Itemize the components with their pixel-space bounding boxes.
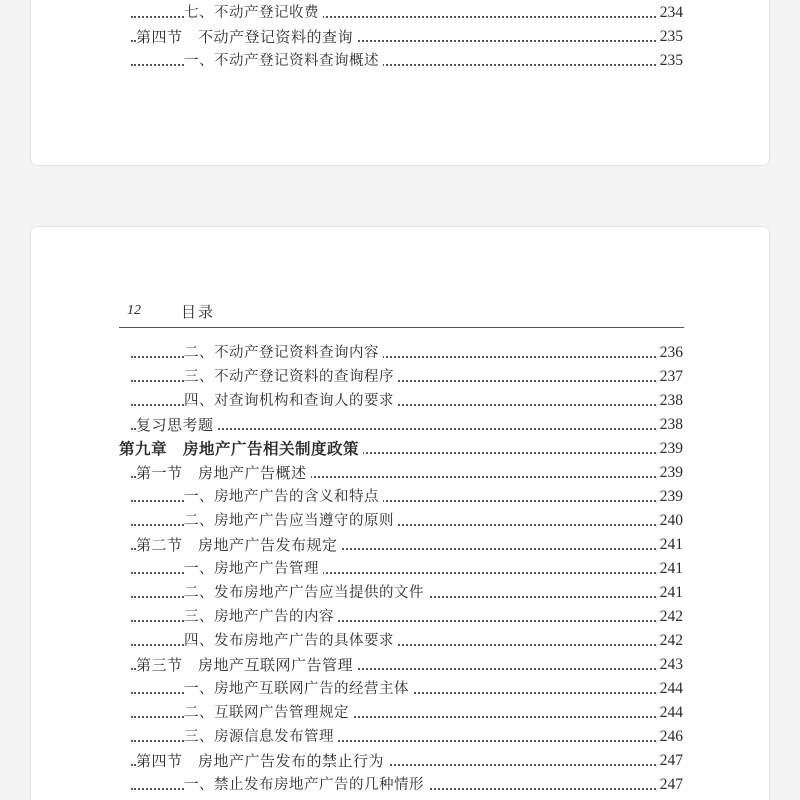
toc-entry-item [31, 485, 770, 509]
toc-entry-label: 二、不动产登记资料查询内容 [184, 341, 383, 365]
toc-entry-label: 三、房地产广告的内容 [184, 605, 338, 629]
toc-entry-page-number: 238 [656, 389, 683, 413]
toc-entry-label: 二、互联网广告管理规定 [184, 701, 353, 725]
toc-entry-label: 第三节 房地产互联网广告管理 [136, 653, 357, 677]
toc-entry-label: 一、房地产广告的含义和特点 [184, 485, 383, 509]
toc-entry-page-number: 236 [656, 341, 683, 365]
toc-entry-item [31, 629, 770, 653]
toc-entry-label: 一、房地产互联网广告的经营主体 [184, 677, 413, 701]
toc-entry-label: 七、不动产登记收费 [184, 1, 323, 25]
toc-entry-item [31, 605, 770, 629]
toc-entry-label: 第二节 房地产广告发布规定 [136, 533, 342, 557]
toc-entry-review [31, 413, 770, 437]
toc-entry-page-number: 241 [656, 581, 683, 605]
toc-entry-label: 第四节 房地产广告发布的禁止行为 [136, 749, 388, 773]
toc-entry-item [31, 773, 770, 797]
toc-entry-page-number: 238 [656, 413, 683, 437]
toc-entry-section [31, 25, 770, 49]
running-head-title: 目录 [181, 303, 216, 321]
toc-entry-page-number: 237 [656, 365, 683, 389]
toc-entry-section [31, 653, 770, 677]
toc-entry-chapter [31, 437, 770, 461]
toc-entry-page-number: 235 [656, 25, 683, 49]
running-head [119, 301, 684, 328]
toc-entry-item [31, 581, 770, 605]
toc-entry-label: 第四节 不动产登记资料的查询 [136, 25, 357, 49]
toc-entry-item [31, 557, 770, 581]
toc-entry-label: 四、发布房地产广告的具体要求 [184, 629, 398, 653]
toc-entry-page-number: 239 [656, 485, 683, 509]
toc-entry-label: 第一节 房地产广告概述 [136, 461, 311, 485]
toc-entry-label: 一、不动产登记资料查询概述 [184, 49, 383, 73]
toc-entry-item [31, 677, 770, 701]
toc-entry-item [31, 701, 770, 725]
toc-entry-section [31, 461, 770, 485]
toc-entry-page-number: 246 [656, 725, 683, 749]
toc-entry-label: 二、发布房地产广告应当提供的文件 [184, 581, 428, 605]
toc-entry-label: 三、不动产登记资料的查询程序 [184, 365, 398, 389]
toc-entry-label: 三、房源信息发布管理 [184, 725, 338, 749]
toc-entry-label: 复习思考题 [136, 413, 218, 437]
toc-entry-page-number: 242 [656, 629, 683, 653]
toc-entry-page-number: 240 [656, 509, 683, 533]
toc-entry-page-number: 235 [656, 49, 683, 73]
toc-entry-item [31, 509, 770, 533]
toc-entry-label: 第九章 房地产广告相关制度政策 [119, 437, 363, 461]
toc-entry-label: 二、房地产广告应当遵守的原则 [184, 509, 398, 533]
toc-entry-page-number: 241 [656, 557, 683, 581]
toc-entry-item [31, 341, 770, 365]
toc-entry-item [31, 389, 770, 413]
toc-entry-page-number: 239 [656, 461, 683, 485]
toc-entry-page-number: 242 [656, 605, 683, 629]
toc-entry-page-number: 243 [656, 653, 683, 677]
toc-entry-section [31, 749, 770, 773]
toc-entry-label: 四、对查询机构和查询人的要求 [184, 389, 398, 413]
toc-entry-page-number: 241 [656, 533, 683, 557]
toc-entry-item [31, 49, 770, 73]
toc-entry-page-number: 244 [656, 701, 683, 725]
toc-entry-label: 一、禁止发布房地产广告的几种情形 [184, 773, 428, 797]
toc-entry-item [31, 1, 770, 25]
toc-entry-section [31, 533, 770, 557]
toc-entry-page-number: 247 [656, 773, 683, 797]
toc-page-bottom [30, 226, 770, 800]
page-folio: 12 [127, 303, 141, 318]
toc-entry-page-number: 239 [656, 437, 683, 461]
toc-entry-item [31, 725, 770, 749]
toc-entry-page-number: 234 [656, 1, 683, 25]
toc-entry-item [31, 365, 770, 389]
toc-entry-page-number: 247 [656, 749, 683, 773]
toc-entry-label: 一、房地产广告管理 [184, 557, 323, 581]
toc-entry-page-number: 244 [656, 677, 683, 701]
toc-page-top [30, 0, 770, 166]
